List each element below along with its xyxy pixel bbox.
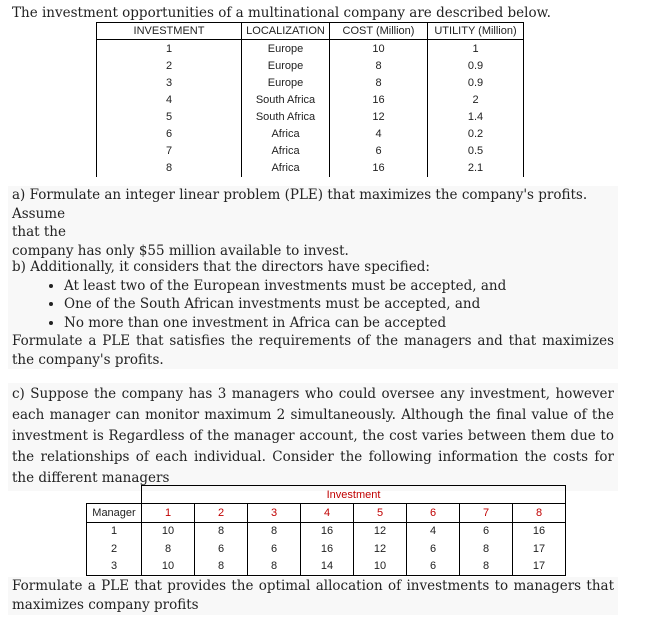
investment-row: [97, 125, 524, 142]
investment-row: [97, 108, 524, 125]
manager-cost-cell: 16: [513, 522, 566, 540]
cost-cell: 10: [330, 40, 428, 58]
manager-cost-cell: 14: [301, 558, 354, 576]
part-b-bullet: • One of the South African investments must be accepted, and: [64, 295, 614, 314]
investment-group-header: Investment: [142, 486, 566, 504]
manager-cost-cell: 17: [513, 558, 566, 576]
investment-column-header: 7: [460, 504, 513, 522]
cost-cell: 12: [330, 108, 428, 125]
manager-cost-cell: 6: [460, 522, 513, 540]
manager-column-header: Manager: [87, 504, 142, 522]
manager-row: [87, 540, 566, 557]
cost-cell: 6: [330, 143, 428, 160]
investment-number-cell: 5: [97, 108, 242, 125]
investment-number-cell: 6: [97, 125, 242, 142]
intro-text: The investment opportunities of a multinational company are described below.: [12, 5, 551, 21]
manager-cost-cell: 12: [354, 522, 407, 540]
part-b-bullets: [12, 277, 614, 333]
investment-number-cell: 2: [97, 57, 242, 74]
investment-table-body: [97, 40, 524, 177]
manager-cost-cell: 4: [407, 522, 460, 540]
localization-cell: Africa: [242, 160, 330, 177]
manager-cost-cell: 10: [354, 558, 407, 576]
utility-cell: 0.9: [428, 57, 524, 74]
manager-cost-cell: 6: [195, 540, 248, 557]
utility-cell: 2: [428, 91, 524, 108]
investment-row: [97, 143, 524, 160]
investment-number-cell: 4: [97, 91, 242, 108]
investment-number-cell: 8: [97, 160, 242, 177]
part-b-intro: b) Additionally, it considers that the directors have specified:: [12, 259, 430, 275]
localization-cell: Europe: [242, 57, 330, 74]
manager-cost-cell: 6: [407, 540, 460, 557]
manager-cost-cell: 16: [301, 540, 354, 557]
header-cost: COST (Million): [330, 23, 428, 40]
investment-column-header: 1: [142, 504, 195, 522]
investment-number-cell: 1: [97, 40, 242, 58]
manager-row: [87, 522, 566, 540]
manager-cost-cell: 10: [142, 558, 195, 576]
header-investment: INVESTMENT: [97, 23, 242, 40]
investment-column-header: 2: [195, 504, 248, 522]
cost-cell: 16: [330, 160, 428, 177]
part-b-bullet: • No more than one investment in Africa can be accepted: [64, 314, 614, 333]
localization-cell: South Africa: [242, 91, 330, 108]
manager-cost-cell: 8: [142, 540, 195, 557]
cost-cell: 4: [330, 125, 428, 142]
part-b-closing: Formulate a PLE that satisfies the requirements of the managers and that maximizes the company's profits.: [12, 333, 614, 368]
manager-cost-cell: 8: [460, 558, 513, 576]
manager-cost-cell: 12: [354, 540, 407, 557]
part-b: [8, 258, 618, 369]
investment-column-header: 6: [407, 504, 460, 522]
manager-cost-cell: 8: [248, 558, 301, 576]
localization-cell: Europe: [242, 74, 330, 91]
part-c: c) Suppose the company has 3 managers who could oversee any investment, however each manager can monitor maximum 2 simultaneously. Although the final value of the investment is Regardless of the manager account, the cost varies between them due to the relationships of each individual. Consider the following information the costs for the different managers: [8, 383, 618, 491]
utility-cell: 0.5: [428, 143, 524, 160]
localization-cell: Africa: [242, 143, 330, 160]
utility-cell: 0.2: [428, 125, 524, 142]
localization-cell: South Africa: [242, 108, 330, 125]
manager-cost-table-body: [87, 486, 566, 576]
investment-number-cell: 3: [97, 74, 242, 91]
manager-id-cell: 2: [87, 540, 142, 557]
investment-row: [97, 40, 524, 58]
part-a-line-1: a) Formulate an integer linear problem (PLE) that maximizes the company's profits. Assume: [12, 187, 588, 222]
investment-column-header: 4: [301, 504, 354, 522]
investment-row: [97, 57, 524, 74]
localization-cell: Africa: [242, 125, 330, 142]
utility-cell: 1: [428, 40, 524, 58]
manager-cost-cell: 10: [142, 522, 195, 540]
manager-cost-cell: 6: [248, 540, 301, 557]
header-utility: UTILITY (Million): [428, 23, 524, 40]
manager-cost-cell: 16: [301, 522, 354, 540]
header-localization: LOCALIZATION: [242, 23, 330, 40]
utility-cell: 1.4: [428, 108, 524, 125]
empty-cell: [87, 486, 142, 504]
manager-row: [87, 558, 566, 576]
manager-cost-cell: 17: [513, 540, 566, 557]
investment-number-cell: 7: [97, 143, 242, 160]
investment-column-header: 3: [248, 504, 301, 522]
utility-cell: 0.9: [428, 74, 524, 91]
manager-cost-cell: 8: [195, 558, 248, 576]
part-a-line-2: that the: [12, 224, 66, 240]
cost-cell: 8: [330, 74, 428, 91]
manager-cost-cell: 8: [460, 540, 513, 557]
investment-column-header: 5: [354, 504, 407, 522]
part-a-line-3: company has only $55 million available to invest.: [12, 242, 349, 259]
cost-cell: 16: [330, 91, 428, 108]
manager-id-cell: 1: [87, 522, 142, 540]
utility-cell: 2.1: [428, 160, 524, 177]
localization-cell: Europe: [242, 40, 330, 58]
investment-row: [97, 74, 524, 91]
manager-table-group-row: [87, 486, 566, 504]
manager-id-cell: 3: [87, 558, 142, 576]
part-a: [8, 186, 618, 260]
final-text: Formulate a PLE that provides the optimal allocation of investments to managers that maximizes company profits: [8, 577, 618, 615]
investment-column-header: 8: [513, 504, 566, 522]
manager-cost-cell: 8: [195, 522, 248, 540]
manager-table-header-row: [87, 504, 566, 522]
part-b-bullet: • At least two of the European investments must be accepted, and: [64, 277, 614, 296]
manager-cost-cell: 6: [407, 558, 460, 576]
cost-cell: 8: [330, 57, 428, 74]
investment-table-header: [97, 23, 524, 40]
manager-cost-table: [86, 485, 566, 576]
investment-row: [97, 160, 524, 177]
investment-table: [96, 22, 524, 177]
manager-cost-cell: 8: [248, 522, 301, 540]
investment-row: [97, 91, 524, 108]
